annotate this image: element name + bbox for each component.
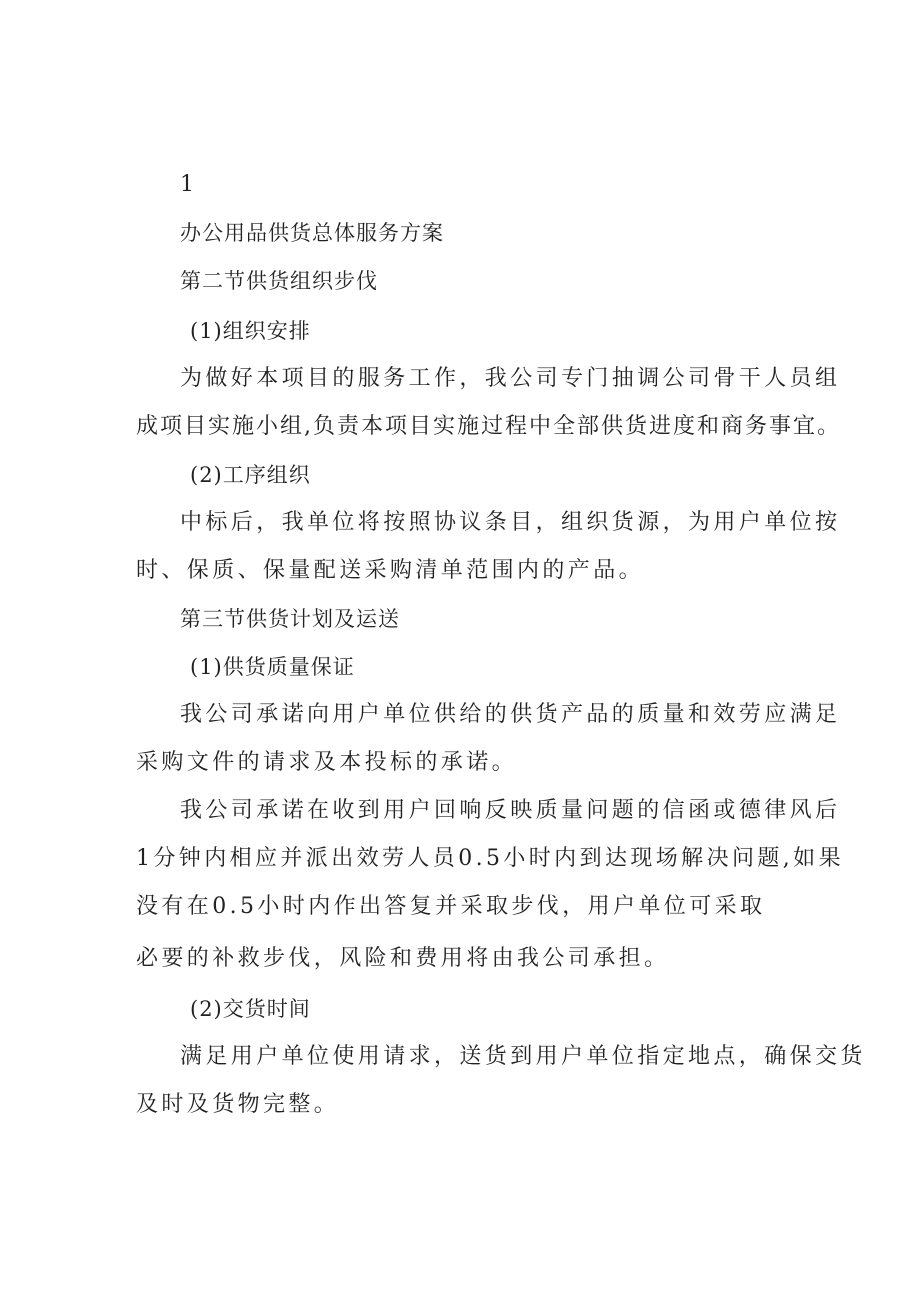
paragraph-line: 及时及货物完整。 — [136, 1092, 340, 1117]
paragraph-line: 采购文件的请求及本投标的承诺。 — [136, 750, 518, 775]
document-title: 办公用品供货总体服务方案 — [180, 221, 444, 245]
page-number: 1 — [180, 172, 194, 197]
section-3-item-2-heading: (2)交货时间 — [190, 997, 311, 1021]
paragraph-line: 中标后，我单位将按照协议条目，组织货源，为用户单位按 — [180, 510, 841, 535]
section-3-heading: 第三节供货计划及运送 — [180, 607, 400, 631]
paragraph-line: 没有在0.5小时内作出答复并采取步伐，用户单位可采取 — [136, 894, 766, 919]
paragraph-line: 我公司承诺向用户单位供给的供货产品的质量和效劳应满足 — [180, 702, 841, 727]
section-3-item-1-heading: (1)供货质量保证 — [190, 655, 355, 679]
paragraph-line: 1分钟内相应并派出效劳人员0.5小时内到达现场解决问题,如果 — [136, 846, 844, 871]
paragraph-line: 满足用户单位使用请求，送货到用户单位指定地点，确保交货 — [180, 1044, 866, 1069]
section-2-item-1-heading: (1)组织安排 — [190, 319, 311, 343]
section-2-item-2-heading: (2)工序组织 — [190, 463, 311, 487]
paragraph-line: 成项目实施小组,负责本项目实施过程中全部供货进度和商务事宜。 — [136, 414, 841, 439]
paragraph-line: 必要的补救步伐，风险和费用将由我公司承担。 — [136, 946, 670, 971]
paragraph-line: 为做好本项目的服务工作，我公司专门抽调公司骨干人员组 — [180, 366, 841, 391]
section-2-heading: 第二节供货组织步伐 — [180, 269, 378, 293]
paragraph-line: 时、保质、保量配送采购清单范围内的产品。 — [136, 558, 645, 583]
paragraph-line: 我公司承诺在收到用户回响反映质量问题的信函或德律风后 — [180, 798, 841, 823]
